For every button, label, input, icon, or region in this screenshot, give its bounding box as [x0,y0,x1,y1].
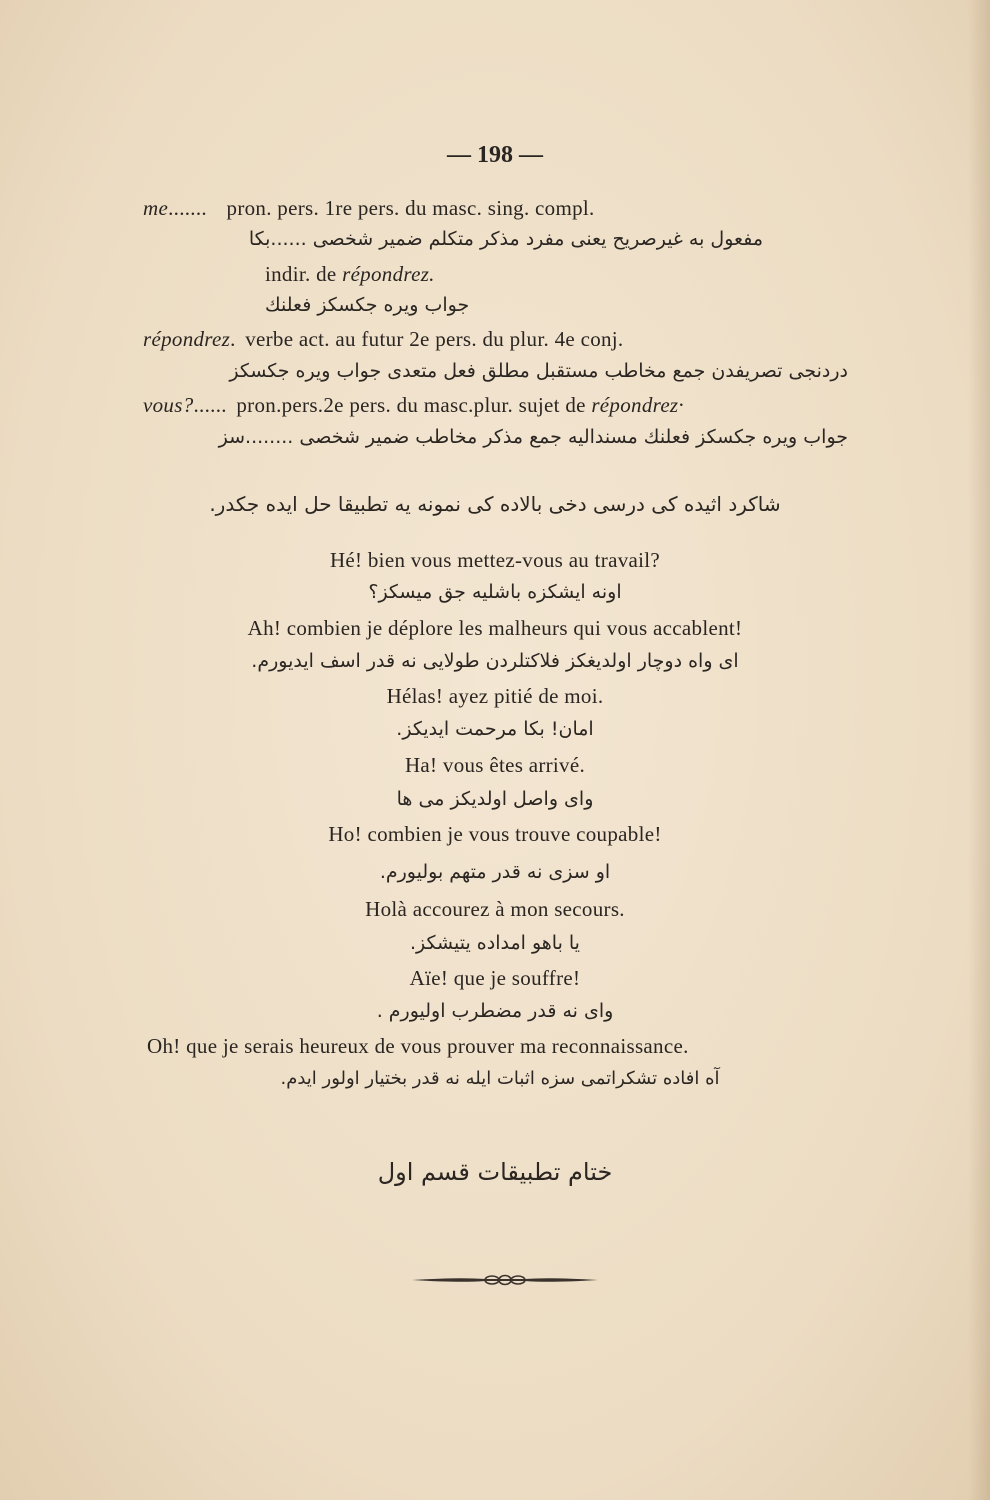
entry-word: me [143,196,169,220]
phrase-french: Hélas! ayez pitié de moi. [386,684,604,708]
entry-ottoman: جواب ویره جکسکز فعلنك مسنداليه جمع مذکر مخاطب ضمیر شخصی ........سز [218,426,848,448]
phrase-ottoman: او سزی نه قدر متهم بولیورم. [379,861,611,883]
phrase-ottoman: امان! بکا مرحمت ایدیکز. [396,718,594,740]
entry-french: pron. pers. 1re pers. du masc. sing. compl. [226,196,595,220]
entry-french-italic: répondrez· [591,393,684,417]
page-number: — 198 — [447,142,543,168]
entry-ottoman [143,228,763,250]
entry-line [143,393,684,418]
section-heading: شاکرد اثیده کی درسی دخی بالاده کی نمونه یه تطبیقا حل ایده جکدر. [209,492,781,516]
entry-french: pron.pers.2e pers. du masc.plur. sujet de [236,393,586,417]
entry-ottoman-text: مفعول به غیرصریح یعنی مفرد مذکر متکلم ضمیر شخصی [312,228,763,250]
entry-dots: ...... [193,393,227,417]
entry-ottoman2: جواب ویره جکسکز فعلنك [265,294,470,316]
phrase-french: Holà accourez à mon secours. [365,897,625,921]
entry-french: verbe act. au futur 2e pers. du plur. 4e conj. [245,327,624,351]
entry-word: répondrez [143,327,231,351]
phrase-french: Hé! bien vous mettez-vous au travail? [329,548,661,572]
phrase-ottoman: اونه ایشکزه باشلیه جق میسکز؟ [368,581,622,603]
phrase-ottoman: ای واه دوچار اولدیغکز فلاکتلردن طولایی نه قدر اسف ایدیورم. [251,650,739,672]
page-edge-shadow [968,0,990,1500]
entry-french2: indir. de [265,262,337,286]
phrase-french: Ho! combien je vous trouve coupable! [328,822,662,846]
phrase-french: Ah! combien je déplore les malheurs qui vous accablent! [247,616,743,640]
ornament-divider-icon [410,1273,600,1287]
phrase-ottoman: آه افاده تشکراتمی سزه اثبات ایله نه قدر بختیار اولور ایدم. [280,1068,720,1089]
closing-heading: ختام تطبیقات قسم اول [377,1158,613,1186]
phrase-ottoman: یا باهو امداده یتیشکز. [410,932,580,954]
entry-ottoman-tail: ......بكا [248,228,307,250]
entry-word: vous? [143,393,194,417]
entry-french2-italic: répondrez. [342,262,435,286]
entry-continuation [265,262,435,287]
phrase-french: Aïe! que je souffre! [409,966,581,990]
phrase-ottoman: وای نه قدر مضطرب اولیورم . [376,1000,614,1022]
entry-line [143,196,595,221]
phrase-french: Ha! vous êtes arrivé. [404,753,586,777]
entry-dots: ....... [168,196,207,220]
entry-dots: . [230,327,236,351]
entry-line [143,327,623,352]
entry-ottoman: دردنجی تصریفدن جمع مخاطب مستقبل مطلق فعل متعدی جواب ویره جکسکز [229,360,848,382]
phrase-ottoman: وای واصل اولدیکز می ها [396,788,594,810]
phrase-french: Oh! que je serais heureux de vous prouver ma reconnaissance. [147,1034,689,1058]
